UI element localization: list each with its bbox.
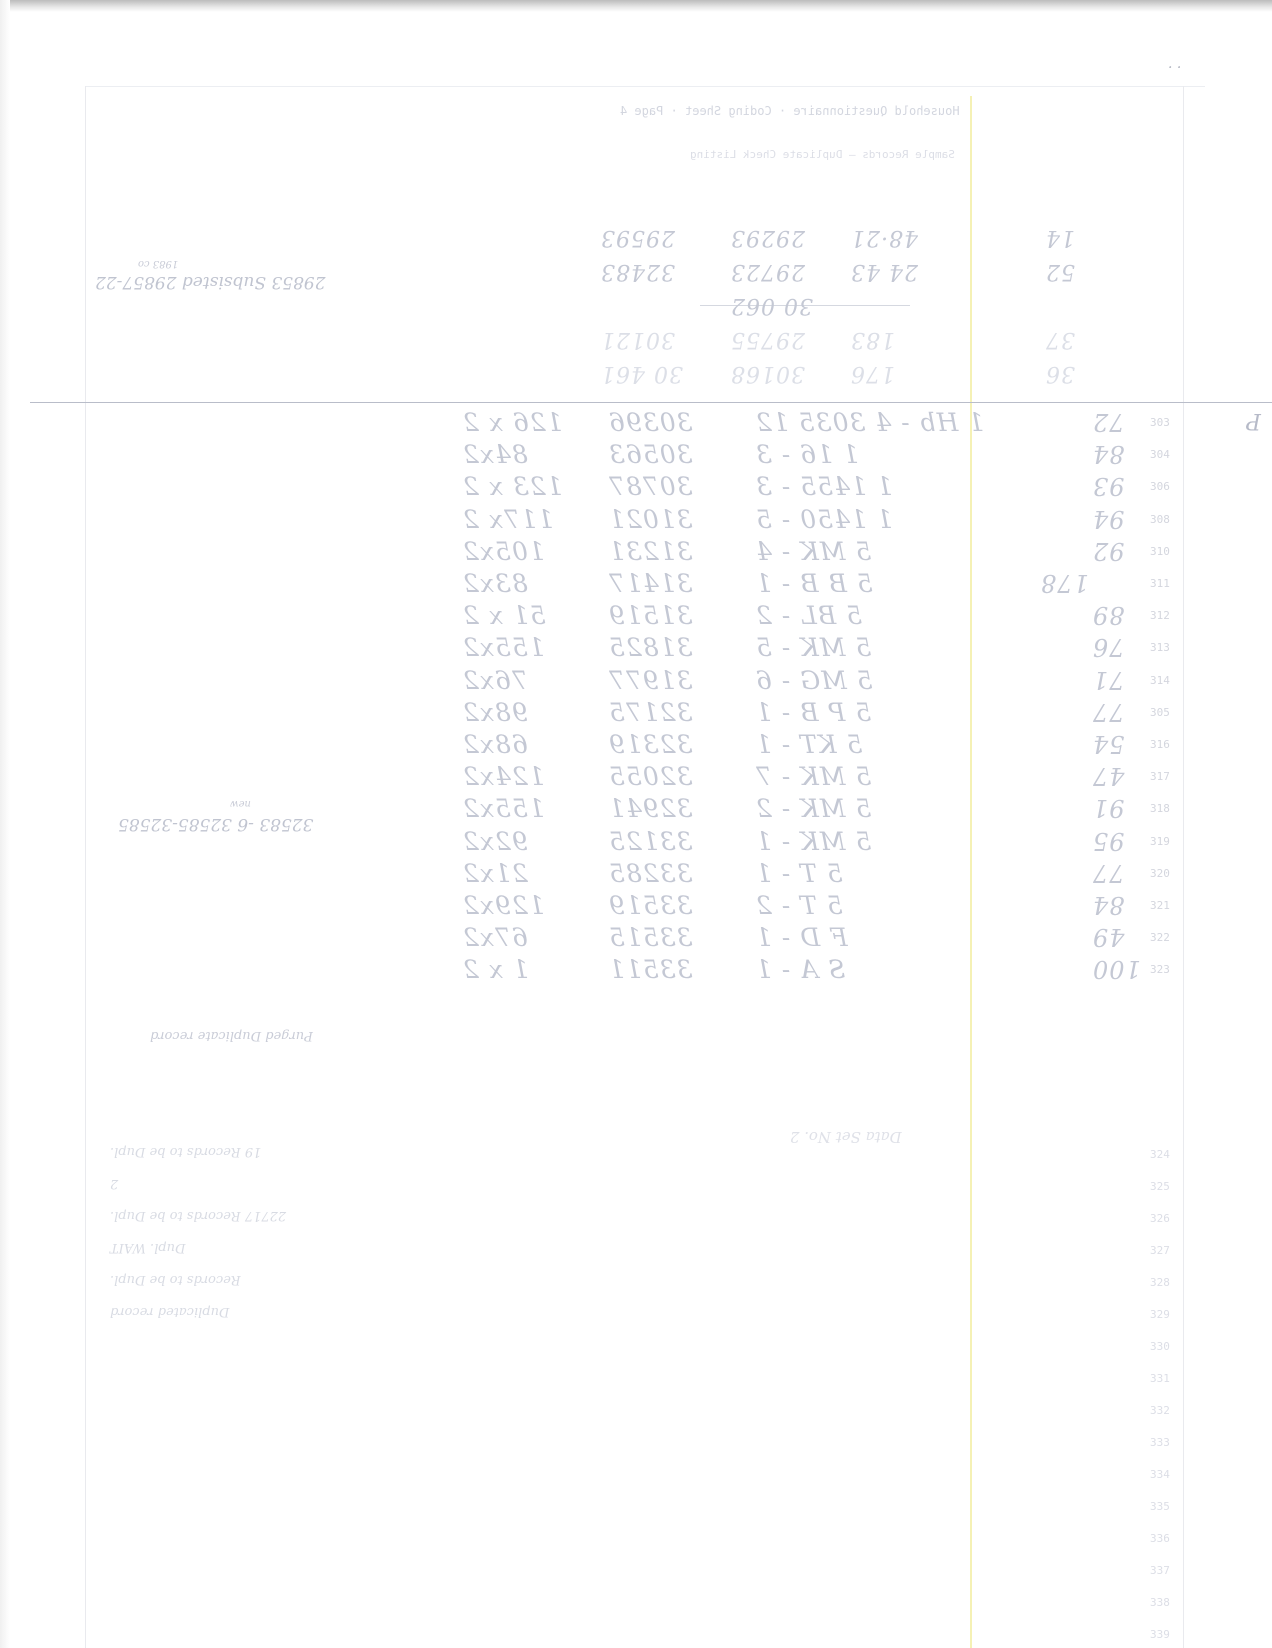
top-row-c1: 29755 [730, 327, 805, 352]
row-m: 83x2 [462, 569, 528, 598]
row-m: 1 x 2 [462, 955, 529, 985]
lower-note: Duplicated record [110, 1304, 230, 1319]
main-note-purged: Purged Duplicate record [150, 1028, 313, 1043]
row-number: 322 [1150, 931, 1170, 945]
top-row-c1: 30168 [730, 361, 805, 386]
lower-row-number: 335 [1150, 1500, 1170, 1513]
lower-row-number: 330 [1150, 1340, 1170, 1353]
row-m: 98x2 [462, 697, 528, 727]
top-row-c2: 29593 [600, 225, 675, 250]
row-b: 91 [1092, 794, 1125, 823]
lower-row-number: 328 [1150, 1276, 1170, 1289]
lower-row-number: 336 [1150, 1532, 1170, 1545]
row-v2: 32175 [608, 697, 693, 727]
main-note-duplicates: 32583 -6 32585-32585 [118, 814, 314, 834]
row-code: 5 P B - 1 [755, 697, 872, 727]
row-code: F D - 1 [755, 923, 848, 953]
lower-row-number: 337 [1150, 1564, 1170, 1577]
top-note: 29853 Subsisted 29857-22 [95, 272, 326, 292]
row-a: 178 [1040, 569, 1089, 597]
lower-row-number: 326 [1150, 1212, 1170, 1225]
top-row-c2: 32483 [600, 259, 675, 284]
row-v2: 33519 [608, 891, 693, 920]
row-code: 5 MK - 4 [755, 536, 872, 566]
scan-edge-shadow [0, 0, 1272, 12]
row-v2: 30563 [608, 440, 693, 470]
row-b: 76 [1092, 633, 1125, 662]
row-code: 5 T - 1 [755, 858, 843, 888]
right-dots: · · [1168, 60, 1182, 76]
top-row-left: 14 [1045, 225, 1075, 250]
row-b: 84 [1092, 440, 1125, 469]
row-b: 100 [1092, 955, 1141, 984]
top-note-small: 1983 co [138, 258, 179, 269]
lower-row-number: 339 [1150, 1628, 1170, 1641]
row-b: 77 [1092, 858, 1125, 887]
row-m: 68x2 [462, 730, 528, 759]
row-b: 92 [1092, 536, 1125, 565]
row-number: 305 [1150, 705, 1170, 719]
row-m: 21x2 [462, 858, 528, 888]
row-number: 321 [1150, 899, 1170, 912]
lower-row-number: 324 [1150, 1148, 1170, 1161]
row-m: 105x2 [462, 536, 545, 566]
row-b: 49 [1092, 923, 1125, 952]
row-m: 123 x 2 [462, 472, 563, 502]
row-v2: 31021 [608, 504, 693, 534]
row-b: 54 [1092, 730, 1125, 758]
lower-row-number: 333 [1150, 1436, 1170, 1449]
row-v2: 33515 [608, 923, 693, 953]
main-rows-block [0, 408, 1272, 1058]
row-b: 84 [1092, 891, 1125, 919]
row-number: 311 [1150, 577, 1170, 590]
row-m: 92x2 [462, 826, 528, 856]
row-b: 89 [1092, 601, 1125, 630]
top-row-mid: 183 [850, 327, 895, 352]
lower-row-number: 332 [1150, 1404, 1170, 1417]
row-v2: 32055 [608, 762, 693, 792]
top-row-c1: 29293 [730, 225, 805, 250]
row-b: 47 [1092, 762, 1125, 791]
lower-row-number: 338 [1150, 1596, 1170, 1609]
lower-note: Dupl. WAIT [110, 1240, 186, 1255]
lower-row-number: 327 [1150, 1244, 1170, 1257]
lower-row-number: 325 [1150, 1180, 1170, 1193]
row-number: 306 [1150, 480, 1170, 494]
row-b: 72 [1092, 408, 1125, 436]
row-m: 129x2 [462, 891, 545, 920]
top-row-left: 52 [1045, 259, 1075, 284]
row-number: 310 [1150, 544, 1170, 558]
row-number: 317 [1150, 770, 1170, 784]
row-number: 303 [1150, 416, 1170, 429]
header-subtitle-line: Sample Records — Duplicate Check Listing [690, 148, 955, 161]
row-number: 313 [1150, 641, 1170, 655]
row-v2: 30396 [608, 408, 693, 437]
row-m: 76x2 [462, 665, 528, 695]
top-row-c1: 29723 [730, 259, 805, 284]
top-row-mid: 176 [850, 361, 895, 386]
top-row-c2: 30 461 [600, 361, 683, 386]
lower-note: 2 [110, 1176, 119, 1191]
frame-top-line [85, 86, 1205, 87]
lower-note: 22717 Records to be Dupl. [110, 1208, 287, 1223]
main-note-new: new [230, 798, 251, 809]
top-row-mid: 24 43 [850, 259, 918, 284]
row-code: 5 MG - 6 [755, 665, 873, 695]
row-m: 155x2 [462, 794, 545, 824]
row-m: 124x2 [462, 762, 545, 792]
row-number: 320 [1150, 866, 1170, 880]
row-code: 5 MK - 1 [755, 826, 872, 856]
row-v2: 31519 [608, 601, 693, 631]
row-v2: 31417 [608, 569, 693, 598]
row-code: 1 1450 - 5 [755, 504, 893, 534]
row-code: 1 Hb - 4 3035 12 [755, 408, 985, 437]
lower-rows-block [0, 1140, 1272, 1648]
row-m: 117x 2 [462, 504, 554, 534]
row-v2: 33125 [608, 826, 693, 856]
row-number: 314 [1150, 673, 1170, 687]
row-b: 93 [1092, 472, 1125, 501]
row-v2: 32319 [608, 730, 693, 759]
row-code: 5 MK - 2 [755, 794, 872, 824]
lower-row-number: 331 [1150, 1372, 1170, 1385]
row-code: 1 16 - 3 [755, 440, 859, 470]
row-code: 5 MK - 5 [755, 633, 872, 663]
row-b: 77 [1092, 697, 1125, 726]
row-number: 319 [1150, 834, 1170, 848]
row-m: 155x2 [462, 633, 545, 663]
row-code: 5 KT - 1 [755, 730, 863, 759]
row-b: 95 [1092, 826, 1125, 855]
row-b: 71 [1092, 665, 1125, 694]
row-v2: 30787 [608, 472, 693, 502]
header-title-line: Household Questionnaire · Coding Sheet · Page 4 [620, 104, 960, 118]
row-m: 126 x 2 [462, 408, 563, 437]
row-number: 308 [1150, 512, 1170, 526]
row-v2: 32941 [608, 794, 693, 824]
row-number: 323 [1150, 963, 1170, 977]
lower-note: 19 Records to be Dupl. [110, 1144, 262, 1159]
top-row-mid: 48·21 [850, 225, 918, 250]
row-v2: 31231 [608, 536, 693, 566]
fold-line [30, 402, 1272, 403]
lower-heading: Data Set No. 2 [790, 1128, 902, 1146]
row-number: 316 [1150, 738, 1170, 751]
row-v2: 31977 [608, 665, 693, 695]
top-row-left: 37 [1045, 327, 1075, 352]
top-row-left: 36 [1045, 361, 1075, 386]
row-code: 1 1455 - 3 [755, 472, 893, 502]
row-m: 67x2 [462, 923, 528, 953]
top-rows-block [600, 225, 1160, 395]
row-code: 5 MK - 7 [755, 762, 872, 792]
row-number: 312 [1150, 609, 1170, 623]
row-v2: 33285 [608, 858, 693, 888]
row-number: 318 [1150, 802, 1170, 816]
row-code: 5 BL - 2 [755, 601, 863, 631]
row-m: 51 x 2 [462, 601, 546, 631]
lower-row-number: 329 [1150, 1308, 1170, 1321]
row-b: 94 [1092, 504, 1125, 533]
row-m: 84x2 [462, 440, 528, 470]
top-row-c2: 30121 [600, 327, 675, 352]
lower-note: Records to be Dupl. [110, 1272, 241, 1287]
top-row-c1: 30 062 [730, 293, 813, 318]
row-number: 304 [1150, 448, 1170, 462]
lower-row-number: 334 [1150, 1468, 1170, 1481]
row-code: 5 T - 2 [755, 891, 843, 920]
row-v2: 31825 [608, 633, 693, 663]
row-code: 5 B B - 1 [755, 569, 873, 598]
row-v2: 33511 [608, 955, 693, 985]
row-code: S A - 1 [755, 955, 846, 985]
right-mark: P [1246, 408, 1261, 433]
